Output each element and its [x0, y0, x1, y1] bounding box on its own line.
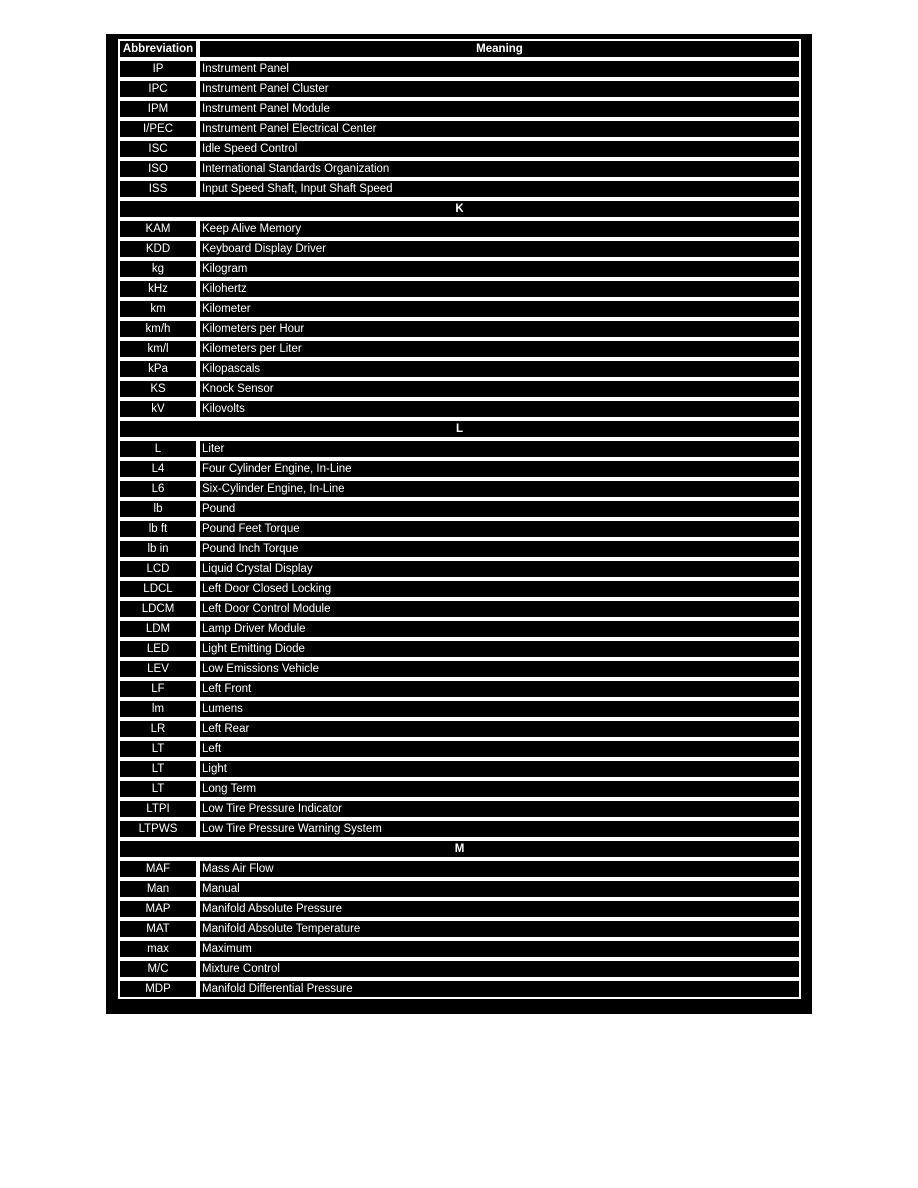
table-row — [118, 979, 801, 999]
document-page — [106, 34, 812, 1014]
table-row — [118, 399, 801, 419]
abbreviation-cell: LEV — [118, 659, 198, 679]
abbreviation-cell: LT — [118, 759, 198, 779]
table-row — [118, 559, 801, 579]
meaning-cell: Input Speed Shaft, Input Shaft Speed — [198, 179, 801, 199]
abbreviation-cell: km/h — [118, 319, 198, 339]
meaning-cell: Left — [198, 739, 801, 759]
abbreviation-cell: lb ft — [118, 519, 198, 539]
abbreviation-cell: LT — [118, 779, 198, 799]
table-row — [118, 779, 801, 799]
table-row — [118, 639, 801, 659]
table-header-row — [118, 39, 801, 59]
table-row — [118, 699, 801, 719]
abbreviation-cell: MAF — [118, 859, 198, 879]
meaning-column-header: Meaning — [198, 39, 801, 59]
meaning-cell: Four Cylinder Engine, In-Line — [198, 459, 801, 479]
table-row — [118, 799, 801, 819]
abbreviation-cell: ISO — [118, 159, 198, 179]
abbreviation-cell: LTPI — [118, 799, 198, 819]
table-row — [118, 679, 801, 699]
abbreviation-cell: ISC — [118, 139, 198, 159]
abbreviation-cell: L6 — [118, 479, 198, 499]
meaning-cell: Kilometer — [198, 299, 801, 319]
abbreviation-cell: km — [118, 299, 198, 319]
table-row — [118, 299, 801, 319]
section-header-row — [118, 199, 801, 219]
meaning-cell: Liquid Crystal Display — [198, 559, 801, 579]
meaning-cell: Pound Feet Torque — [198, 519, 801, 539]
meaning-cell: Kilometers per Liter — [198, 339, 801, 359]
meaning-cell: Left Rear — [198, 719, 801, 739]
table-row — [118, 159, 801, 179]
table-row — [118, 99, 801, 119]
section-letter: L — [118, 419, 801, 439]
abbreviation-cell: LDM — [118, 619, 198, 639]
meaning-cell: Keyboard Display Driver — [198, 239, 801, 259]
abbreviation-cell: MAT — [118, 919, 198, 939]
table-row — [118, 539, 801, 559]
meaning-cell: Kilometers per Hour — [198, 319, 801, 339]
section-letter: M — [118, 839, 801, 859]
section-letter: K — [118, 199, 801, 219]
meaning-cell: Idle Speed Control — [198, 139, 801, 159]
abbreviation-cell: L — [118, 439, 198, 459]
abbreviation-cell: km/l — [118, 339, 198, 359]
meaning-cell: Pound — [198, 499, 801, 519]
abbreviation-cell: LDCL — [118, 579, 198, 599]
table-row — [118, 219, 801, 239]
abbreviation-cell: kPa — [118, 359, 198, 379]
meaning-cell: Instrument Panel Cluster — [198, 79, 801, 99]
meaning-cell: Manifold Absolute Temperature — [198, 919, 801, 939]
meaning-cell: Manifold Absolute Pressure — [198, 899, 801, 919]
abbreviation-cell: ISS — [118, 179, 198, 199]
abbreviation-table — [118, 39, 801, 999]
abbreviation-cell: MAP — [118, 899, 198, 919]
table-row — [118, 79, 801, 99]
table-row — [118, 239, 801, 259]
meaning-cell: Low Emissions Vehicle — [198, 659, 801, 679]
abbreviation-cell: I/PEC — [118, 119, 198, 139]
abbreviation-cell: MDP — [118, 979, 198, 999]
abbreviation-cell: LCD — [118, 559, 198, 579]
meaning-cell: Manual — [198, 879, 801, 899]
table-row — [118, 899, 801, 919]
table-row — [118, 659, 801, 679]
table-row — [118, 319, 801, 339]
table-row — [118, 519, 801, 539]
meaning-cell: Instrument Panel — [198, 59, 801, 79]
table-row — [118, 119, 801, 139]
meaning-cell: Left Front — [198, 679, 801, 699]
abbreviation-cell: max — [118, 939, 198, 959]
abbreviation-cell: lb — [118, 499, 198, 519]
meaning-cell: Lumens — [198, 699, 801, 719]
abbreviation-cell: kg — [118, 259, 198, 279]
abbreviation-cell: lm — [118, 699, 198, 719]
section-header-row — [118, 419, 801, 439]
table-row — [118, 259, 801, 279]
table-row — [118, 139, 801, 159]
meaning-cell: Long Term — [198, 779, 801, 799]
table-row — [118, 919, 801, 939]
table-row — [118, 579, 801, 599]
meaning-cell: Low Tire Pressure Indicator — [198, 799, 801, 819]
meaning-cell: Keep Alive Memory — [198, 219, 801, 239]
abbreviation-cell: LDCM — [118, 599, 198, 619]
meaning-cell: Left Door Control Module — [198, 599, 801, 619]
abbreviation-cell: KAM — [118, 219, 198, 239]
abbreviation-column-header: Abbreviation — [118, 39, 198, 59]
abbreviation-cell: M/C — [118, 959, 198, 979]
meaning-cell: Manifold Differential Pressure — [198, 979, 801, 999]
table-row — [118, 959, 801, 979]
table-row — [118, 599, 801, 619]
table-row — [118, 59, 801, 79]
abbreviation-cell: LTPWS — [118, 819, 198, 839]
table-row — [118, 439, 801, 459]
abbreviation-cell: kV — [118, 399, 198, 419]
section-header-row — [118, 839, 801, 859]
abbreviation-cell: IP — [118, 59, 198, 79]
meaning-cell: Kilogram — [198, 259, 801, 279]
abbreviation-cell: LT — [118, 739, 198, 759]
table-row — [118, 279, 801, 299]
meaning-cell: Lamp Driver Module — [198, 619, 801, 639]
meaning-cell: Knock Sensor — [198, 379, 801, 399]
meaning-cell: Light — [198, 759, 801, 779]
table-row — [118, 339, 801, 359]
meaning-cell: Light Emitting Diode — [198, 639, 801, 659]
meaning-cell: Maximum — [198, 939, 801, 959]
abbreviation-cell: kHz — [118, 279, 198, 299]
table-row — [118, 499, 801, 519]
meaning-cell: Six-Cylinder Engine, In-Line — [198, 479, 801, 499]
table-row — [118, 879, 801, 899]
meaning-cell: Kilohertz — [198, 279, 801, 299]
abbreviation-cell: lb in — [118, 539, 198, 559]
table-row — [118, 479, 801, 499]
meaning-cell: Pound Inch Torque — [198, 539, 801, 559]
table-row — [118, 719, 801, 739]
table-row — [118, 179, 801, 199]
table-body — [118, 59, 801, 999]
table-row — [118, 619, 801, 639]
meaning-cell: Kilovolts — [198, 399, 801, 419]
abbreviation-cell: KS — [118, 379, 198, 399]
meaning-cell: Left Door Closed Locking — [198, 579, 801, 599]
meaning-cell: International Standards Organization — [198, 159, 801, 179]
table-row — [118, 459, 801, 479]
meaning-cell: Kilopascals — [198, 359, 801, 379]
abbreviation-cell: LF — [118, 679, 198, 699]
abbreviation-cell: IPM — [118, 99, 198, 119]
meaning-cell: Instrument Panel Module — [198, 99, 801, 119]
table-row — [118, 939, 801, 959]
meaning-cell: Mixture Control — [198, 959, 801, 979]
table-row — [118, 379, 801, 399]
abbreviation-cell: LED — [118, 639, 198, 659]
table-row — [118, 859, 801, 879]
meaning-cell: Mass Air Flow — [198, 859, 801, 879]
table-row — [118, 739, 801, 759]
table-row — [118, 819, 801, 839]
abbreviation-cell: KDD — [118, 239, 198, 259]
abbreviation-cell: IPC — [118, 79, 198, 99]
abbreviation-cell: LR — [118, 719, 198, 739]
meaning-cell: Instrument Panel Electrical Center — [198, 119, 801, 139]
table-row — [118, 759, 801, 779]
meaning-cell: Liter — [198, 439, 801, 459]
abbreviation-cell: Man — [118, 879, 198, 899]
abbreviation-cell: L4 — [118, 459, 198, 479]
table-row — [118, 359, 801, 379]
meaning-cell: Low Tire Pressure Warning System — [198, 819, 801, 839]
